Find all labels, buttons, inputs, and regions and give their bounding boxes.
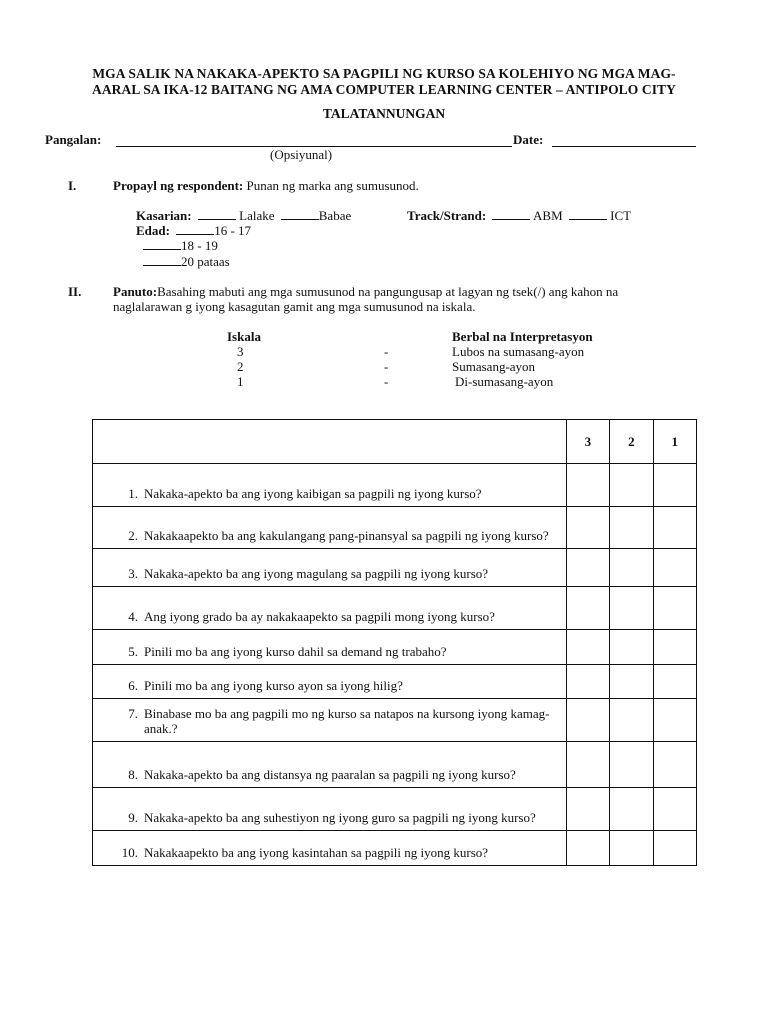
table-row bbox=[93, 587, 697, 630]
question-number: 7. bbox=[128, 706, 138, 721]
answer-checkbox-3[interactable] bbox=[566, 587, 609, 630]
track-abm-option: ABM bbox=[533, 208, 563, 223]
age-row bbox=[136, 223, 251, 239]
answer-checkbox-1[interactable] bbox=[653, 742, 696, 788]
scale-meaning: Lubos na sumasang-ayon bbox=[452, 344, 585, 359]
answer-checkbox-1[interactable] bbox=[653, 630, 696, 665]
table-row bbox=[93, 464, 697, 507]
track-row bbox=[407, 208, 631, 224]
answer-checkbox-3[interactable] bbox=[566, 665, 609, 699]
scale-dash: - bbox=[384, 344, 389, 359]
age-20-blank[interactable] bbox=[143, 265, 181, 266]
section1-number: I. bbox=[68, 178, 77, 193]
age-18-19-row bbox=[143, 238, 218, 254]
header-col-2: 2 bbox=[610, 420, 653, 464]
track-ict-option: ICT bbox=[610, 208, 632, 223]
answer-checkbox-2[interactable] bbox=[610, 831, 653, 866]
answer-checkbox-1[interactable] bbox=[653, 788, 696, 831]
question-cell bbox=[93, 549, 567, 587]
question-cell bbox=[93, 630, 567, 665]
age-20-row bbox=[143, 254, 230, 270]
survey-table bbox=[92, 419, 697, 866]
section2-heading: Panuto: bbox=[113, 284, 158, 299]
answer-checkbox-3[interactable] bbox=[566, 699, 609, 742]
question-number: 3. bbox=[128, 566, 138, 581]
question-text: Nakaka-apekto ba ang distansya ng paaralan sa pagpili ng iyong kurso? bbox=[144, 767, 516, 782]
answer-checkbox-3[interactable] bbox=[566, 831, 609, 866]
gender-male-option: Lalake bbox=[239, 208, 275, 223]
table-row bbox=[93, 742, 697, 788]
scale-dash: - bbox=[384, 374, 389, 389]
question-cell bbox=[93, 587, 567, 630]
answer-checkbox-2[interactable] bbox=[610, 587, 653, 630]
question-number: 6. bbox=[128, 678, 138, 693]
question-cell bbox=[93, 742, 567, 788]
scale-header: Iskala bbox=[227, 329, 261, 344]
answer-checkbox-1[interactable] bbox=[653, 549, 696, 587]
section1-instruction: Punan ng marka ang sumusunod. bbox=[246, 178, 419, 193]
answer-checkbox-3[interactable] bbox=[566, 464, 609, 507]
question-text: Nakakaapekto ba ang kakulangang pang-pinansyal sa pagpili ng iyong kurso? bbox=[144, 528, 549, 543]
question-number: 8. bbox=[128, 767, 138, 782]
scale-meaning: Sumasang-ayon bbox=[452, 359, 536, 374]
answer-checkbox-2[interactable] bbox=[610, 507, 653, 549]
age-16-17-option: 16 - 17 bbox=[214, 223, 252, 238]
answer-checkbox-1[interactable] bbox=[653, 507, 696, 549]
question-number: 5. bbox=[128, 644, 138, 659]
question-cell bbox=[93, 665, 567, 699]
question-text: Pinili mo ba ang iyong kurso ayon sa iyong hilig? bbox=[144, 678, 403, 693]
age-20-option: 20 pataas bbox=[181, 254, 230, 269]
section2-instruction-row1 bbox=[113, 284, 618, 300]
answer-checkbox-2[interactable] bbox=[610, 549, 653, 587]
section2-number: II. bbox=[68, 284, 82, 299]
track-abm-blank[interactable] bbox=[492, 219, 530, 220]
question-text: Binabase mo ba ang pagpili mo ng kurso sa natapos na kursong iyong kamag-anak.? bbox=[144, 706, 550, 736]
answer-checkbox-2[interactable] bbox=[610, 464, 653, 507]
answer-checkbox-1[interactable] bbox=[653, 464, 696, 507]
answer-checkbox-2[interactable] bbox=[610, 665, 653, 699]
gender-female-option: Babae bbox=[318, 208, 352, 223]
question-number: 10. bbox=[121, 845, 138, 860]
table-row bbox=[93, 630, 697, 665]
question-text: Ang iyong grado ba ay nakakaapekto sa pagpili mong iyong kurso? bbox=[144, 609, 495, 624]
header-col-3: 3 bbox=[566, 420, 609, 464]
table-row bbox=[93, 549, 697, 587]
question-cell bbox=[93, 507, 567, 549]
gender-male-blank[interactable] bbox=[198, 219, 236, 220]
optional-note: (Opsiyunal) bbox=[270, 147, 333, 162]
answer-checkbox-3[interactable] bbox=[566, 788, 609, 831]
name-label: Pangalan: bbox=[45, 132, 102, 147]
document-title-line2: AARAL SA IKA-12 BAITANG NG AMA COMPUTER LEARNING CENTER – ANTIPOLO CITY bbox=[91, 82, 677, 97]
answer-checkbox-1[interactable] bbox=[653, 831, 696, 866]
section1-heading: Propayl ng respondent: bbox=[113, 178, 244, 193]
scale-value: 1 bbox=[237, 374, 244, 389]
scale-meaning: Di-sumasang-ayon bbox=[455, 374, 554, 389]
question-text: Nakaka-apekto ba ang suhestiyon ng iyong guro sa pagpili ng iyong kurso? bbox=[144, 810, 536, 825]
answer-checkbox-1[interactable] bbox=[653, 665, 696, 699]
question-text: Nakakaapekto ba ang iyong kasintahan sa pagpili ng iyong kurso? bbox=[144, 845, 489, 860]
age-18-19-blank[interactable] bbox=[143, 249, 181, 250]
age-label: Edad: bbox=[136, 223, 170, 238]
document-title-line1: MGA SALIK NA NAKAKA-APEKTO SA PAGPILI NG KURSO SA KOLEHIYO NG MGA MAG- bbox=[92, 66, 676, 81]
answer-checkbox-1[interactable] bbox=[653, 699, 696, 742]
answer-checkbox-3[interactable] bbox=[566, 507, 609, 549]
table-row bbox=[93, 507, 697, 549]
scale-dash: - bbox=[384, 359, 389, 374]
track-label: Track/Strand: bbox=[407, 208, 487, 223]
section2-instruction-line2: naglalarawan g iyong kasagutan gamit ang mga sumusunod na iskala. bbox=[113, 299, 476, 314]
question-text: Nakaka-apekto ba ang iyong magulang sa pagpili ng iyong kurso? bbox=[144, 566, 489, 581]
answer-checkbox-3[interactable] bbox=[566, 630, 609, 665]
question-cell bbox=[93, 788, 567, 831]
scale-value: 2 bbox=[237, 359, 244, 374]
question-text: Pinili mo ba ang iyong kurso dahil sa demand ng trabaho? bbox=[144, 644, 447, 659]
table-row bbox=[93, 831, 697, 866]
table-header-row bbox=[93, 420, 697, 464]
gender-female-blank[interactable] bbox=[281, 219, 319, 220]
scale-value: 3 bbox=[237, 344, 244, 359]
question-number: 9. bbox=[128, 810, 138, 825]
table-row bbox=[93, 699, 697, 742]
gender-label: Kasarian: bbox=[136, 208, 192, 223]
answer-checkbox-2[interactable] bbox=[610, 788, 653, 831]
interpretation-header: Berbal na Interpretasyon bbox=[452, 329, 593, 344]
section1-heading-row bbox=[113, 178, 419, 194]
answer-checkbox-3[interactable] bbox=[566, 549, 609, 587]
answer-checkbox-1[interactable] bbox=[653, 587, 696, 630]
question-cell bbox=[93, 699, 567, 742]
table-row bbox=[93, 665, 697, 699]
age-16-17-blank[interactable] bbox=[176, 234, 214, 235]
question-cell bbox=[93, 831, 567, 866]
answer-checkbox-2[interactable] bbox=[610, 630, 653, 665]
answer-checkbox-2[interactable] bbox=[610, 742, 653, 788]
header-col-1: 1 bbox=[653, 420, 696, 464]
document-subtitle: TALATANNUNGAN bbox=[322, 106, 446, 121]
header-question-cell bbox=[93, 420, 567, 464]
question-text: Nakaka-apekto ba ang iyong kaibigan sa pagpili ng iyong kurso? bbox=[144, 486, 482, 501]
table-row bbox=[93, 788, 697, 831]
date-field[interactable] bbox=[552, 146, 696, 147]
date-label: Date: bbox=[513, 132, 544, 147]
section2-instruction-line1: Basahing mabuti ang mga sumusunod na pangungusap at lagyan ng tsek(/) ang kahon na bbox=[157, 284, 619, 299]
question-number: 1. bbox=[128, 486, 138, 501]
gender-row bbox=[136, 208, 351, 224]
answer-checkbox-3[interactable] bbox=[566, 742, 609, 788]
question-number: 2. bbox=[128, 528, 138, 543]
question-cell bbox=[93, 464, 567, 507]
question-number: 4. bbox=[128, 609, 138, 624]
age-18-19-option: 18 - 19 bbox=[181, 238, 218, 253]
answer-checkbox-2[interactable] bbox=[610, 699, 653, 742]
track-ict-blank[interactable] bbox=[569, 219, 607, 220]
